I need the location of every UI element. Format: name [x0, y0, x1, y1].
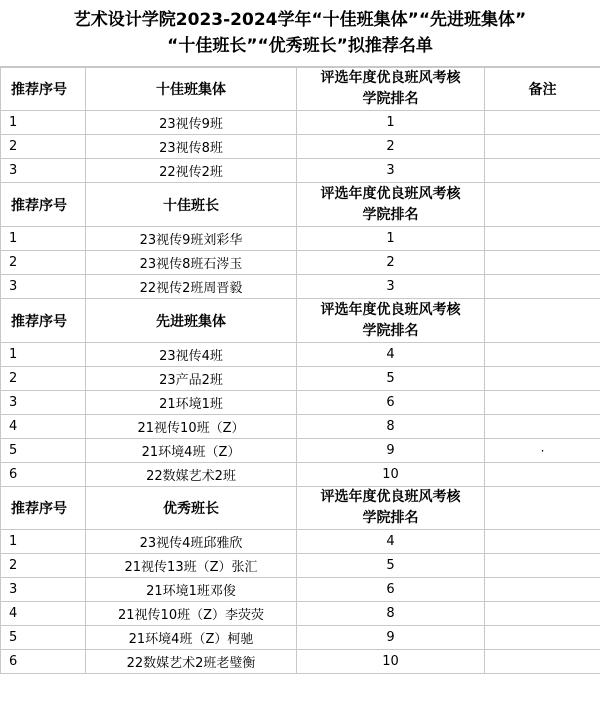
row-name: 23视传9班: [86, 111, 297, 135]
row-index: 3: [1, 391, 86, 415]
row-note: [485, 578, 600, 602]
table-row: [1, 251, 600, 275]
header-rank-line-2: 学院排名: [362, 91, 419, 107]
table-row: [1, 367, 600, 391]
row-name: 22视传2班: [86, 159, 297, 183]
table-row: [1, 111, 600, 135]
row-note: [485, 530, 600, 554]
header-rank: [297, 183, 485, 227]
header-rank-line-1: 评选年度优良班风考核: [320, 185, 461, 202]
section-header-row: [1, 183, 600, 227]
row-rank: 2: [297, 135, 485, 159]
row-index: 5: [1, 626, 86, 650]
header-rank: [297, 299, 485, 343]
row-name: 23视传4班: [86, 343, 297, 367]
row-index: 6: [1, 463, 86, 487]
header-note: [485, 487, 600, 530]
table-row: [1, 554, 600, 578]
row-note: [485, 554, 600, 578]
table-row: [1, 159, 600, 183]
table-row: [1, 343, 600, 367]
row-index: 1: [1, 343, 86, 367]
row-rank: 10: [297, 463, 485, 487]
header-rank-line-1: 评选年度优良班风考核: [320, 489, 461, 505]
table-row: [1, 275, 600, 299]
nomination-table: [0, 67, 600, 674]
table-row: [1, 650, 600, 674]
header-name: 先进班集体: [86, 299, 297, 343]
row-rank: 1: [297, 111, 485, 135]
header-name: 优秀班长: [86, 487, 297, 530]
title-line-2: “十佳班长”“优秀班长”拟推荐名单: [167, 36, 433, 56]
row-index: 3: [1, 578, 86, 602]
row-index: 5: [1, 439, 86, 463]
section-header-row: [1, 68, 600, 111]
row-rank: 2: [297, 251, 485, 275]
row-note: [485, 111, 600, 135]
row-name: 21环境4班（Z）: [86, 439, 297, 463]
row-note: [485, 227, 600, 251]
row-rank: 5: [297, 367, 485, 391]
row-name: 22数媒艺术2班: [86, 463, 297, 487]
header-name: 十佳班长: [86, 183, 297, 227]
row-note: [485, 650, 600, 674]
header-note: 备注: [485, 68, 600, 111]
header-index: 推荐序号: [1, 299, 86, 343]
sheet-title: [0, 0, 600, 67]
nomination-table-body: [1, 68, 600, 674]
table-row: [1, 227, 600, 251]
header-rank-line-2: 学院排名: [362, 206, 419, 223]
row-name: 21视传13班（Z）张汇: [86, 554, 297, 578]
row-note: [485, 275, 600, 299]
row-index: 4: [1, 415, 86, 439]
table-row: [1, 463, 600, 487]
header-rank: [297, 487, 485, 530]
row-note: ·: [485, 439, 600, 463]
row-name: 21环境1班: [86, 391, 297, 415]
row-index: 1: [1, 111, 86, 135]
header-rank-line-1: 评选年度优良班风考核: [320, 70, 461, 86]
header-rank-line-2: 学院排名: [362, 322, 419, 339]
row-index: 2: [1, 135, 86, 159]
row-rank: 8: [297, 602, 485, 626]
row-name: 23产品2班: [86, 367, 297, 391]
row-rank: 4: [297, 530, 485, 554]
row-note: [485, 135, 600, 159]
row-name: 23视传9班刘彩华: [86, 227, 297, 251]
table-row: [1, 439, 600, 463]
row-name: 21视传10班（Z）: [86, 415, 297, 439]
row-name: 22数媒艺术2班老璧衡: [86, 650, 297, 674]
row-name: 21环境4班（Z）柯驰: [86, 626, 297, 650]
row-name: 22视传2班周晋毅: [86, 275, 297, 299]
section-header-row: [1, 487, 600, 530]
row-rank: 1: [297, 227, 485, 251]
row-note: [485, 159, 600, 183]
table-row: [1, 135, 600, 159]
table-row: [1, 578, 600, 602]
row-index: 2: [1, 554, 86, 578]
row-rank: 8: [297, 415, 485, 439]
header-index: 推荐序号: [1, 68, 86, 111]
row-rank: 9: [297, 439, 485, 463]
row-name: 21环境1班邓俊: [86, 578, 297, 602]
row-note: [485, 367, 600, 391]
row-note: [485, 391, 600, 415]
row-index: 3: [1, 159, 86, 183]
row-index: 2: [1, 251, 86, 275]
header-note: [485, 299, 600, 343]
row-index: 1: [1, 530, 86, 554]
row-name: 23视传4班邱雅欣: [86, 530, 297, 554]
row-rank: 6: [297, 578, 485, 602]
header-rank: [297, 68, 485, 111]
row-rank: 3: [297, 275, 485, 299]
section-header-row: [1, 299, 600, 343]
title-line-1: 艺术设计学院2023-2024学年“十佳班集体”“先进班集体”: [73, 10, 527, 30]
header-name: 十佳班集体: [86, 68, 297, 111]
header-note: [485, 183, 600, 227]
row-name: 23视传8班: [86, 135, 297, 159]
header-rank-line-2: 学院排名: [362, 510, 419, 526]
header-index: 推荐序号: [1, 487, 86, 530]
row-note: [485, 343, 600, 367]
row-rank: 6: [297, 391, 485, 415]
row-index: 3: [1, 275, 86, 299]
row-index: 6: [1, 650, 86, 674]
row-rank: 4: [297, 343, 485, 367]
row-note: [485, 626, 600, 650]
row-index: 2: [1, 367, 86, 391]
row-rank: 9: [297, 626, 485, 650]
row-note: [485, 415, 600, 439]
table-row: [1, 391, 600, 415]
row-note: [485, 251, 600, 275]
header-index: 推荐序号: [1, 183, 86, 227]
header-rank-line-1: 评选年度优良班风考核: [320, 301, 461, 318]
row-name: 23视传8班石涔玉: [86, 251, 297, 275]
row-rank: 3: [297, 159, 485, 183]
table-row: [1, 415, 600, 439]
table-row: [1, 530, 600, 554]
row-rank: 5: [297, 554, 485, 578]
row-name: 21视传10班（Z）李荧荧: [86, 602, 297, 626]
row-index: 4: [1, 602, 86, 626]
row-index: 1: [1, 227, 86, 251]
row-note: [485, 602, 600, 626]
row-note: [485, 463, 600, 487]
row-rank: 10: [297, 650, 485, 674]
table-row: [1, 626, 600, 650]
table-row: [1, 602, 600, 626]
